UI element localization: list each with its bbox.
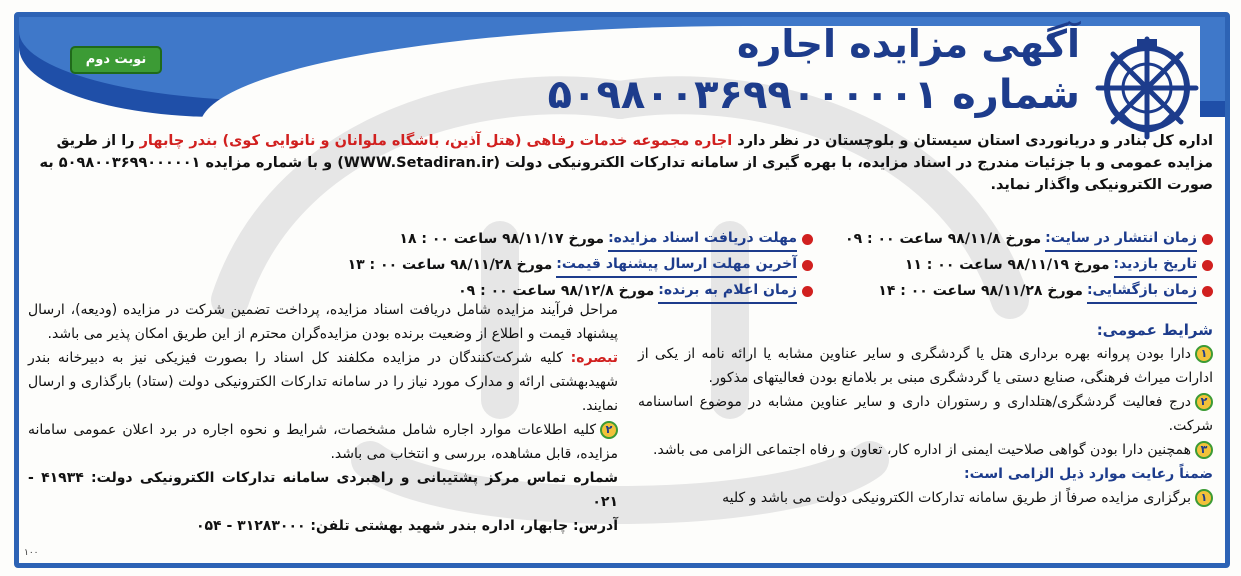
note-paragraph — [28, 346, 618, 418]
bullet-icon — [1202, 234, 1213, 245]
date-value: مورخ ۹۸/۱۱/۲۸ ساعت ۰۰ : ۱۳ — [347, 257, 553, 273]
office-address: آدرس: چابهار، اداره بندر شهید بهشتی تلفن: ۳۱۲۸۳۰۰۰ - ۰۵۴ — [195, 518, 618, 534]
intro-paragraph — [28, 130, 1213, 196]
intro-text-2: را از طریق مزایده عمومی و با جزئیات مندرج در اسناد مزایده، با بهره گیری از سامانه تدارکات الکترونیکی دولت (WWW.Setadiran.ir) و با شماره مزایده ۵۰۹۸۰۰۳۶۹۹۰۰۰۰۰۱ به صورت الکترونیکی واگذار نماید. — [39, 133, 1213, 193]
condition-item — [638, 390, 1213, 438]
condition-item — [638, 342, 1213, 390]
bullet-icon — [1202, 260, 1213, 271]
date-value: مورخ ۹۸/۱۱/۱۷ ساعت ۰۰ : ۱۸ — [399, 231, 605, 247]
number-badge-icon: ۳ — [1195, 441, 1213, 459]
condition-text: دارا بودن پروانه بهره برداری هتل یا گردشگری و سایر عناوین مشابه یا ارائه نامه از یکی از ادارات میراث فرهنگی، صنایع دستی یا گردشگری مبنی بر بلامانع بودن فعالیتهای مذکور. — [638, 346, 1213, 386]
bullet-icon — [802, 286, 813, 297]
condition-item — [638, 438, 1213, 462]
item-2-text: کلیه اطلاعات موارد اجاره شامل مشخصات، شرایط و نحوه اجاره در برد اعلان عمومی سامانه مزایده، قابل مشاهده، بررسی و انتخاب می باشد. — [28, 422, 618, 462]
auction-number-title: شماره ۵۰۹۸۰۰۳۶۹۹۰۰۰۰۰۱ — [547, 72, 1080, 118]
item-2 — [28, 418, 618, 466]
number-badge-icon: ۱ — [1195, 345, 1213, 363]
general-conditions — [638, 318, 1213, 510]
date-value: مورخ ۹۸/۱۲/۸ ساعت ۰۰ : ۰۹ — [458, 283, 655, 299]
dates-right-column — [845, 226, 1213, 304]
ad-title: آگهی مزایده اجاره — [737, 22, 1080, 66]
left-text-column — [28, 298, 618, 538]
number-badge-icon: ۲ — [600, 421, 618, 439]
number-badge-icon: ۲ — [1195, 393, 1213, 411]
date-row — [845, 226, 1213, 252]
intro-text-1: اداره کل بنادر و دریانوردی استان سیستان و بلوچستان در نظر دارد — [732, 133, 1213, 149]
conditions-title: شرایط عمومی: — [1096, 321, 1213, 339]
date-label: زمان اعلام به برنده: — [658, 278, 797, 304]
number-badge-icon: ۱ — [1195, 489, 1213, 507]
date-row — [845, 278, 1213, 304]
support-contact: شماره تماس مرکز پشتیبانی و راهبردی سامانه تدارکات الکترونیکی دولت: ۴۱۹۳۴ - ۰۲۱ — [28, 470, 618, 510]
date-value: مورخ ۹۸/۱۱/۲۸ ساعت ۰۰ : ۱۴ — [878, 283, 1083, 299]
bullet-icon — [802, 234, 813, 245]
date-value: مورخ ۹۸/۱۱/۱۹ ساعت ۰۰ : ۱۱ — [904, 257, 1110, 273]
intro-subject: اجاره مجموعه خدمات رفاهی (هتل آذین، باشگاه ملوانان و نانوایی کوی) بندر چابهار — [139, 133, 733, 149]
date-row — [348, 252, 813, 278]
bullet-icon — [802, 260, 813, 271]
condition-text: همچنین دارا بودن گواهی صلاحیت ایمنی از اداره کار، تعاون و رفاه اجتماعی الزامی می باشد. — [653, 442, 1191, 458]
date-label: تاریخ بازدید: — [1114, 252, 1198, 278]
condition-text: برگزاری مزایده صرفاً از طریق سامانه تدارکات الکترونیکی دولت می باشد و کلیه — [722, 490, 1191, 506]
note-title: ضمناً رعایت موارد ذیل الزامی است: — [963, 466, 1213, 482]
note-text: کلیه شرکت‌کنندگان در مزایده مکلفند کل اسناد را بصورت فیزیکی نیز به دبیرخانه بندر شهیدبهشتی ارائه و مدارک مورد نیاز را در سامانه تدارکات الکترونیکی دولت (ستاد) بارگذاری و ارسال نمایند. — [28, 350, 618, 414]
date-row — [348, 226, 813, 252]
dates-left-column — [348, 226, 813, 304]
date-label: مهلت دریافت اسناد مزایده: — [608, 226, 797, 252]
second-round-badge: نوبت دوم — [70, 46, 162, 74]
note-label: تبصره: — [570, 350, 618, 366]
date-value: مورخ ۹۸/۱۱/۸ ساعت ۰۰ : ۰۹ — [845, 231, 1042, 247]
process-paragraph: مراحل فرآیند مزایده شامل دریافت اسناد مزایده، پرداخت تضمین شرکت در مزایده (ودیعه)، ارسال پیشنهاد قیمت و اطلاع از وضعیت برنده بودن مزایده‌گران محترم از این طریق امکان پذیر می باشد. — [28, 302, 618, 342]
bullet-icon — [1202, 286, 1213, 297]
condition-item — [638, 486, 1213, 510]
condition-text: درج فعالیت گردشگری/هتلداری و رستوران داری و سایر عناوین مشابه در موضوع اساسنامه شرکت. — [638, 394, 1213, 434]
date-label: آخرین مهلت ارسال پیشنهاد قیمت: — [556, 252, 797, 278]
date-label: زمان انتشار در سایت: — [1045, 226, 1197, 252]
footer-code: ۱۰۰ — [24, 548, 39, 558]
date-label: زمان بازگشایی: — [1087, 278, 1197, 304]
date-row — [845, 252, 1213, 278]
